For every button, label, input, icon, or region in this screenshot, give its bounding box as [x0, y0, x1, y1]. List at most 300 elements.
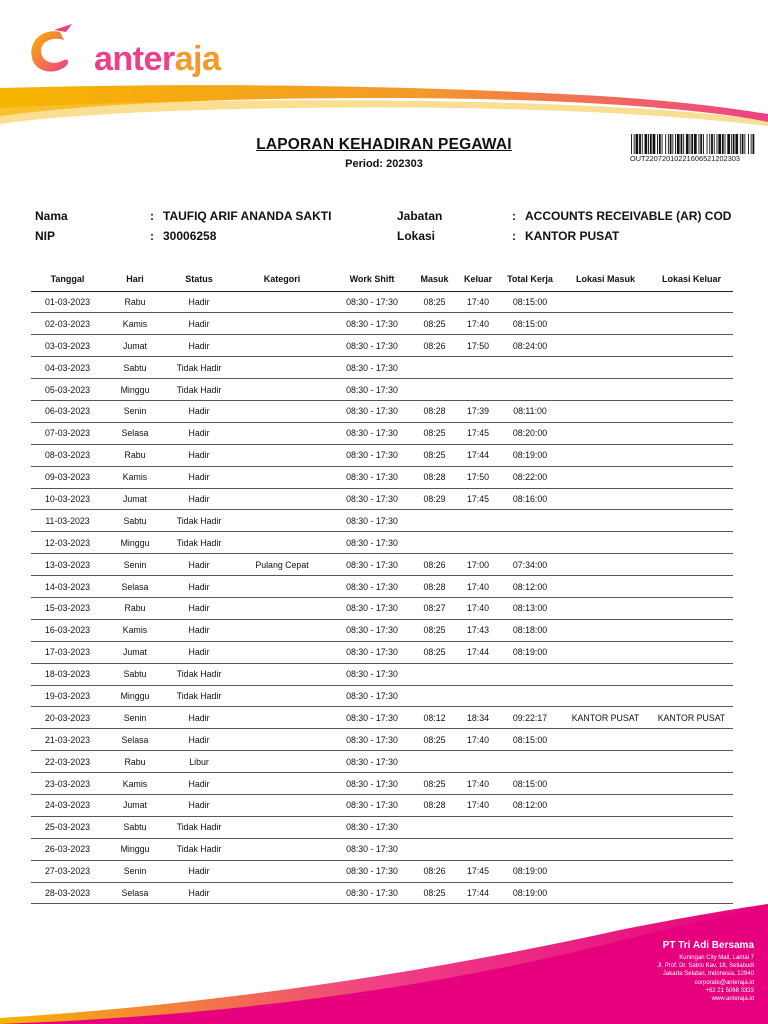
- cell-total-kerja: 08:19:00: [499, 860, 561, 882]
- cell-status: Hadir: [166, 794, 232, 816]
- cell-masuk: 08:28: [412, 576, 457, 598]
- cell-masuk: 08:25: [412, 641, 457, 663]
- cell-masuk: 08:26: [412, 335, 457, 357]
- cell-hari: Rabu: [104, 444, 166, 466]
- cell-lokasi-keluar: [650, 466, 733, 488]
- cell-lokasi-masuk: [561, 444, 650, 466]
- cell-keluar: 17:50: [457, 335, 499, 357]
- cell-lokasi-keluar: [650, 751, 733, 773]
- cell-lokasi-keluar: [650, 554, 733, 576]
- cell-work-shift: 08:30 - 17:30: [332, 466, 412, 488]
- cell-kategori: [232, 291, 332, 313]
- jabatan-separator: :: [512, 209, 516, 223]
- cell-hari: Sabtu: [104, 510, 166, 532]
- cell-lokasi-keluar: [650, 619, 733, 641]
- footer-swoosh-decoration: [0, 900, 768, 1024]
- brand-wordmark: anteraja: [94, 40, 221, 78]
- footer-email: corporate@anteraja.id: [694, 979, 754, 986]
- cell-work-shift: 08:30 - 17:30: [332, 619, 412, 641]
- cell-status: Tidak Hadir: [166, 532, 232, 554]
- cell-status: Hadir: [166, 773, 232, 795]
- cell-lokasi-keluar: [650, 488, 733, 510]
- cell-lokasi-keluar: [650, 335, 733, 357]
- col-header-lokasi-masuk: Lokasi Masuk: [561, 268, 650, 291]
- cell-total-kerja: [499, 838, 561, 860]
- table-row: [31, 576, 733, 598]
- cell-tanggal: 05-03-2023: [31, 379, 104, 401]
- cell-lokasi-keluar: [650, 663, 733, 685]
- col-header-lokasi-keluar: Lokasi Keluar: [650, 268, 733, 291]
- cell-lokasi-keluar: [650, 422, 733, 444]
- cell-tanggal: 10-03-2023: [31, 488, 104, 510]
- report-title: LAPORAN KEHADIRAN PEGAWAI: [256, 136, 512, 153]
- cell-masuk: [412, 663, 457, 685]
- table-row: [31, 685, 733, 707]
- nip-label: NIP: [35, 229, 56, 243]
- cell-tanggal: 17-03-2023: [31, 641, 104, 663]
- cell-work-shift: 08:30 - 17:30: [332, 794, 412, 816]
- cell-work-shift: 08:30 - 17:30: [332, 597, 412, 619]
- logo-mark-icon: [24, 18, 94, 88]
- cell-tanggal: 01-03-2023: [31, 291, 104, 313]
- cell-tanggal: 06-03-2023: [31, 400, 104, 422]
- cell-masuk: 08:25: [412, 444, 457, 466]
- cell-lokasi-keluar: [650, 860, 733, 882]
- cell-work-shift: 08:30 - 17:30: [332, 422, 412, 444]
- cell-keluar: [457, 532, 499, 554]
- cell-lokasi-keluar: [650, 291, 733, 313]
- attendance-table: [31, 268, 733, 904]
- cell-keluar: 17:44: [457, 882, 499, 904]
- cell-hari: Selasa: [104, 882, 166, 904]
- cell-status: Hadir: [166, 466, 232, 488]
- cell-keluar: 17:40: [457, 773, 499, 795]
- cell-lokasi-keluar: [650, 597, 733, 619]
- cell-kategori: [232, 379, 332, 401]
- cell-masuk: 08:26: [412, 860, 457, 882]
- cell-total-kerja: 08:12:00: [499, 794, 561, 816]
- cell-kategori: [232, 335, 332, 357]
- col-header-tanggal: Tanggal: [31, 268, 104, 291]
- cell-total-kerja: [499, 379, 561, 401]
- cell-masuk: [412, 357, 457, 379]
- cell-work-shift: 08:30 - 17:30: [332, 729, 412, 751]
- cell-status: Hadir: [166, 707, 232, 729]
- cell-keluar: [457, 685, 499, 707]
- cell-kategori: [232, 751, 332, 773]
- cell-total-kerja: 08:22:00: [499, 466, 561, 488]
- cell-tanggal: 13-03-2023: [31, 554, 104, 576]
- cell-keluar: 17:45: [457, 860, 499, 882]
- cell-lokasi-masuk: [561, 773, 650, 795]
- cell-tanggal: 11-03-2023: [31, 510, 104, 532]
- cell-lokasi-keluar: [650, 773, 733, 795]
- cell-kategori: [232, 313, 332, 335]
- cell-status: Hadir: [166, 313, 232, 335]
- cell-kategori: [232, 860, 332, 882]
- cell-status: Tidak Hadir: [166, 685, 232, 707]
- cell-hari: Kamis: [104, 466, 166, 488]
- cell-kategori: [232, 510, 332, 532]
- cell-hari: Kamis: [104, 313, 166, 335]
- footer-phone: +62 21 5068 3333: [705, 987, 754, 994]
- footer-address-line: Kuningan City Mall, Lantai 7: [679, 955, 754, 961]
- cell-lokasi-keluar: [650, 313, 733, 335]
- cell-keluar: [457, 816, 499, 838]
- cell-masuk: 08:25: [412, 882, 457, 904]
- table-row: [31, 422, 733, 444]
- cell-status: Tidak Hadir: [166, 663, 232, 685]
- cell-hari: Minggu: [104, 532, 166, 554]
- cell-lokasi-masuk: [561, 510, 650, 532]
- cell-status: Hadir: [166, 641, 232, 663]
- cell-hari: Rabu: [104, 597, 166, 619]
- cell-hari: Rabu: [104, 291, 166, 313]
- table-row: [31, 773, 733, 795]
- report-period: Period: 202303: [345, 158, 423, 170]
- cell-tanggal: 20-03-2023: [31, 707, 104, 729]
- cell-hari: Senin: [104, 554, 166, 576]
- cell-status: Hadir: [166, 400, 232, 422]
- cell-masuk: [412, 685, 457, 707]
- cell-work-shift: 08:30 - 17:30: [332, 860, 412, 882]
- cell-masuk: 08:26: [412, 554, 457, 576]
- cell-total-kerja: 08:24:00: [499, 335, 561, 357]
- cell-tanggal: 02-03-2023: [31, 313, 104, 335]
- cell-kategori: [232, 838, 332, 860]
- cell-masuk: 08:28: [412, 466, 457, 488]
- cell-work-shift: 08:30 - 17:30: [332, 532, 412, 554]
- cell-total-kerja: 08:11:00: [499, 400, 561, 422]
- footer-address-line: Jl. Prof. Dr. Satrio Kav. 18, Setiabudi: [657, 963, 754, 970]
- cell-total-kerja: [499, 751, 561, 773]
- company-name: PT Tri Adi Bersama: [662, 940, 754, 951]
- cell-kategori: [232, 444, 332, 466]
- cell-masuk: [412, 816, 457, 838]
- cell-status: Tidak Hadir: [166, 357, 232, 379]
- cell-total-kerja: 08:16:00: [499, 488, 561, 510]
- cell-status: Hadir: [166, 554, 232, 576]
- cell-tanggal: 22-03-2023: [31, 751, 104, 773]
- cell-hari: Senin: [104, 400, 166, 422]
- cell-masuk: 08:25: [412, 729, 457, 751]
- cell-kategori: [232, 794, 332, 816]
- cell-status: Hadir: [166, 335, 232, 357]
- cell-keluar: [457, 751, 499, 773]
- cell-work-shift: 08:30 - 17:30: [332, 400, 412, 422]
- col-header-status: Status: [166, 268, 232, 291]
- cell-tanggal: 15-03-2023: [31, 597, 104, 619]
- cell-masuk: 08:12: [412, 707, 457, 729]
- cell-total-kerja: 08:20:00: [499, 422, 561, 444]
- cell-total-kerja: [499, 510, 561, 532]
- cell-tanggal: 26-03-2023: [31, 838, 104, 860]
- cell-tanggal: 04-03-2023: [31, 357, 104, 379]
- cell-total-kerja: 08:18:00: [499, 619, 561, 641]
- cell-lokasi-keluar: KANTOR PUSAT: [650, 707, 733, 729]
- cell-total-kerja: 08:19:00: [499, 444, 561, 466]
- cell-hari: Jumat: [104, 335, 166, 357]
- cell-keluar: 17:45: [457, 488, 499, 510]
- cell-lokasi-masuk: KANTOR PUSAT: [561, 707, 650, 729]
- cell-lokasi-masuk: [561, 838, 650, 860]
- cell-masuk: 08:25: [412, 619, 457, 641]
- cell-lokasi-keluar: [650, 838, 733, 860]
- cell-total-kerja: 08:12:00: [499, 576, 561, 598]
- table-row: [31, 663, 733, 685]
- cell-lokasi-masuk: [561, 554, 650, 576]
- cell-total-kerja: [499, 663, 561, 685]
- cell-hari: Sabtu: [104, 663, 166, 685]
- cell-hari: Kamis: [104, 619, 166, 641]
- cell-tanggal: 03-03-2023: [31, 335, 104, 357]
- cell-status: Hadir: [166, 882, 232, 904]
- cell-work-shift: 08:30 - 17:30: [332, 554, 412, 576]
- cell-tanggal: 25-03-2023: [31, 816, 104, 838]
- cell-hari: Jumat: [104, 794, 166, 816]
- table-row: [31, 379, 733, 401]
- cell-tanggal: 14-03-2023: [31, 576, 104, 598]
- table-row: [31, 291, 733, 313]
- cell-lokasi-masuk: [561, 291, 650, 313]
- cell-lokasi-masuk: [561, 663, 650, 685]
- cell-kategori: [232, 707, 332, 729]
- cell-masuk: [412, 751, 457, 773]
- cell-keluar: 17:44: [457, 641, 499, 663]
- cell-hari: Minggu: [104, 685, 166, 707]
- cell-total-kerja: 08:19:00: [499, 641, 561, 663]
- cell-lokasi-masuk: [561, 488, 650, 510]
- cell-lokasi-masuk: [561, 751, 650, 773]
- nip-value: 30006258: [163, 229, 217, 243]
- cell-total-kerja: 09:22:17: [499, 707, 561, 729]
- cell-kategori: [232, 597, 332, 619]
- cell-lokasi-keluar: [650, 379, 733, 401]
- cell-tanggal: 19-03-2023: [31, 685, 104, 707]
- cell-keluar: 17:00: [457, 554, 499, 576]
- cell-hari: Jumat: [104, 488, 166, 510]
- table-row: [31, 335, 733, 357]
- cell-kategori: [232, 663, 332, 685]
- cell-total-kerja: 08:13:00: [499, 597, 561, 619]
- col-header-kategori: Kategori: [232, 268, 332, 291]
- lokasi-separator: :: [512, 229, 516, 243]
- cell-lokasi-masuk: [561, 466, 650, 488]
- cell-tanggal: 28-03-2023: [31, 882, 104, 904]
- company-footer: [657, 940, 754, 1003]
- cell-status: Hadir: [166, 597, 232, 619]
- cell-work-shift: 08:30 - 17:30: [332, 882, 412, 904]
- cell-hari: Selasa: [104, 576, 166, 598]
- col-header-total-kerja: Total Kerja: [499, 268, 561, 291]
- name-label: Nama: [35, 209, 68, 223]
- cell-tanggal: 27-03-2023: [31, 860, 104, 882]
- cell-work-shift: 08:30 - 17:30: [332, 838, 412, 860]
- cell-masuk: [412, 838, 457, 860]
- cell-lokasi-keluar: [650, 576, 733, 598]
- cell-masuk: 08:25: [412, 313, 457, 335]
- cell-keluar: 17:40: [457, 313, 499, 335]
- cell-work-shift: 08:30 - 17:30: [332, 510, 412, 532]
- cell-lokasi-keluar: [650, 794, 733, 816]
- cell-lokasi-masuk: [561, 685, 650, 707]
- cell-status: Hadir: [166, 729, 232, 751]
- cell-status: Hadir: [166, 291, 232, 313]
- cell-keluar: [457, 510, 499, 532]
- cell-hari: Minggu: [104, 838, 166, 860]
- cell-lokasi-masuk: [561, 860, 650, 882]
- cell-keluar: 17:39: [457, 400, 499, 422]
- cell-tanggal: 08-03-2023: [31, 444, 104, 466]
- cell-total-kerja: 08:15:00: [499, 291, 561, 313]
- cell-kategori: [232, 773, 332, 795]
- col-header-work-shift: Work Shift: [332, 268, 412, 291]
- table-row: [31, 707, 733, 729]
- cell-tanggal: 21-03-2023: [31, 729, 104, 751]
- table-row: [31, 532, 733, 554]
- name-value: TAUFIQ ARIF ANANDA SAKTI: [163, 209, 332, 223]
- lokasi-label: Lokasi: [397, 229, 436, 243]
- table-row: [31, 400, 733, 422]
- cell-status: Tidak Hadir: [166, 816, 232, 838]
- cell-status: Hadir: [166, 576, 232, 598]
- cell-hari: Senin: [104, 860, 166, 882]
- cell-masuk: 08:27: [412, 597, 457, 619]
- cell-tanggal: 24-03-2023: [31, 794, 104, 816]
- cell-total-kerja: 08:19:00: [499, 882, 561, 904]
- cell-keluar: 17:45: [457, 422, 499, 444]
- cell-total-kerja: 08:15:00: [499, 313, 561, 335]
- cell-tanggal: 07-03-2023: [31, 422, 104, 444]
- cell-lokasi-masuk: [561, 597, 650, 619]
- table-row: [31, 860, 733, 882]
- cell-work-shift: 08:30 - 17:30: [332, 773, 412, 795]
- cell-lokasi-keluar: [650, 641, 733, 663]
- cell-work-shift: 08:30 - 17:30: [332, 335, 412, 357]
- cell-kategori: [232, 400, 332, 422]
- cell-lokasi-masuk: [561, 532, 650, 554]
- cell-masuk: 08:28: [412, 400, 457, 422]
- cell-kategori: [232, 488, 332, 510]
- cell-keluar: 17:50: [457, 466, 499, 488]
- cell-masuk: [412, 510, 457, 532]
- cell-status: Tidak Hadir: [166, 510, 232, 532]
- cell-keluar: [457, 663, 499, 685]
- cell-kategori: [232, 422, 332, 444]
- cell-total-kerja: [499, 357, 561, 379]
- cell-lokasi-masuk: [561, 422, 650, 444]
- cell-work-shift: 08:30 - 17:30: [332, 379, 412, 401]
- table-row: [31, 466, 733, 488]
- cell-kategori: [232, 532, 332, 554]
- cell-lokasi-keluar: [650, 729, 733, 751]
- cell-hari: Selasa: [104, 422, 166, 444]
- cell-masuk: 08:25: [412, 773, 457, 795]
- cell-work-shift: 08:30 - 17:30: [332, 357, 412, 379]
- table-row: [31, 510, 733, 532]
- col-header-hari: Hari: [104, 268, 166, 291]
- footer-address-line: Jakarta Selatan, Indonesia, 12940: [662, 971, 754, 978]
- cell-lokasi-keluar: [650, 444, 733, 466]
- footer-website: www.anteraja.id: [711, 996, 754, 1003]
- cell-lokasi-keluar: [650, 816, 733, 838]
- cell-status: Hadir: [166, 444, 232, 466]
- cell-total-kerja: [499, 816, 561, 838]
- cell-masuk: 08:29: [412, 488, 457, 510]
- cell-masuk: 08:25: [412, 291, 457, 313]
- name-separator: :: [150, 209, 154, 223]
- cell-masuk: [412, 379, 457, 401]
- cell-kategori: [232, 357, 332, 379]
- cell-lokasi-masuk: [561, 729, 650, 751]
- cell-status: Hadir: [166, 860, 232, 882]
- cell-lokasi-masuk: [561, 641, 650, 663]
- cell-keluar: 17:40: [457, 576, 499, 598]
- cell-hari: Kamis: [104, 773, 166, 795]
- jabatan-label: Jabatan: [397, 209, 443, 223]
- cell-hari: Minggu: [104, 379, 166, 401]
- barcode-number: OUT22072010221606521202303: [630, 154, 741, 163]
- cell-work-shift: 08:30 - 17:30: [332, 663, 412, 685]
- table-row: [31, 357, 733, 379]
- cell-lokasi-masuk: [561, 379, 650, 401]
- table-row: [31, 641, 733, 663]
- cell-keluar: 17:40: [457, 794, 499, 816]
- cell-lokasi-keluar: [650, 532, 733, 554]
- cell-keluar: [457, 357, 499, 379]
- cell-total-kerja: [499, 685, 561, 707]
- cell-hari: Rabu: [104, 751, 166, 773]
- cell-tanggal: 18-03-2023: [31, 663, 104, 685]
- cell-status: Hadir: [166, 422, 232, 444]
- cell-work-shift: 08:30 - 17:30: [332, 685, 412, 707]
- cell-work-shift: 08:30 - 17:30: [332, 444, 412, 466]
- cell-masuk: [412, 532, 457, 554]
- table-row: [31, 816, 733, 838]
- cell-work-shift: 08:30 - 17:30: [332, 641, 412, 663]
- table-row: [31, 597, 733, 619]
- cell-work-shift: 08:30 - 17:30: [332, 816, 412, 838]
- cell-kategori: [232, 641, 332, 663]
- cell-kategori: [232, 576, 332, 598]
- cell-work-shift: 08:30 - 17:30: [332, 576, 412, 598]
- lokasi-value: KANTOR PUSAT: [525, 229, 620, 243]
- cell-hari: Selasa: [104, 729, 166, 751]
- cell-status: Libur: [166, 751, 232, 773]
- cell-total-kerja: 08:15:00: [499, 729, 561, 751]
- cell-kategori: Pulang Cepat: [232, 554, 332, 576]
- table-row: [31, 794, 733, 816]
- cell-masuk: 08:25: [412, 422, 457, 444]
- cell-kategori: [232, 729, 332, 751]
- cell-status: Tidak Hadir: [166, 379, 232, 401]
- cell-tanggal: 12-03-2023: [31, 532, 104, 554]
- cell-lokasi-masuk: [561, 335, 650, 357]
- cell-status: Hadir: [166, 619, 232, 641]
- table-row: [31, 444, 733, 466]
- cell-total-kerja: [499, 532, 561, 554]
- cell-kategori: [232, 816, 332, 838]
- cell-kategori: [232, 619, 332, 641]
- cell-lokasi-masuk: [561, 357, 650, 379]
- cell-work-shift: 08:30 - 17:30: [332, 488, 412, 510]
- col-header-masuk: Masuk: [412, 268, 457, 291]
- cell-lokasi-masuk: [561, 576, 650, 598]
- cell-work-shift: 08:30 - 17:30: [332, 313, 412, 335]
- cell-keluar: 17:44: [457, 444, 499, 466]
- cell-work-shift: 08:30 - 17:30: [332, 751, 412, 773]
- cell-lokasi-keluar: [650, 685, 733, 707]
